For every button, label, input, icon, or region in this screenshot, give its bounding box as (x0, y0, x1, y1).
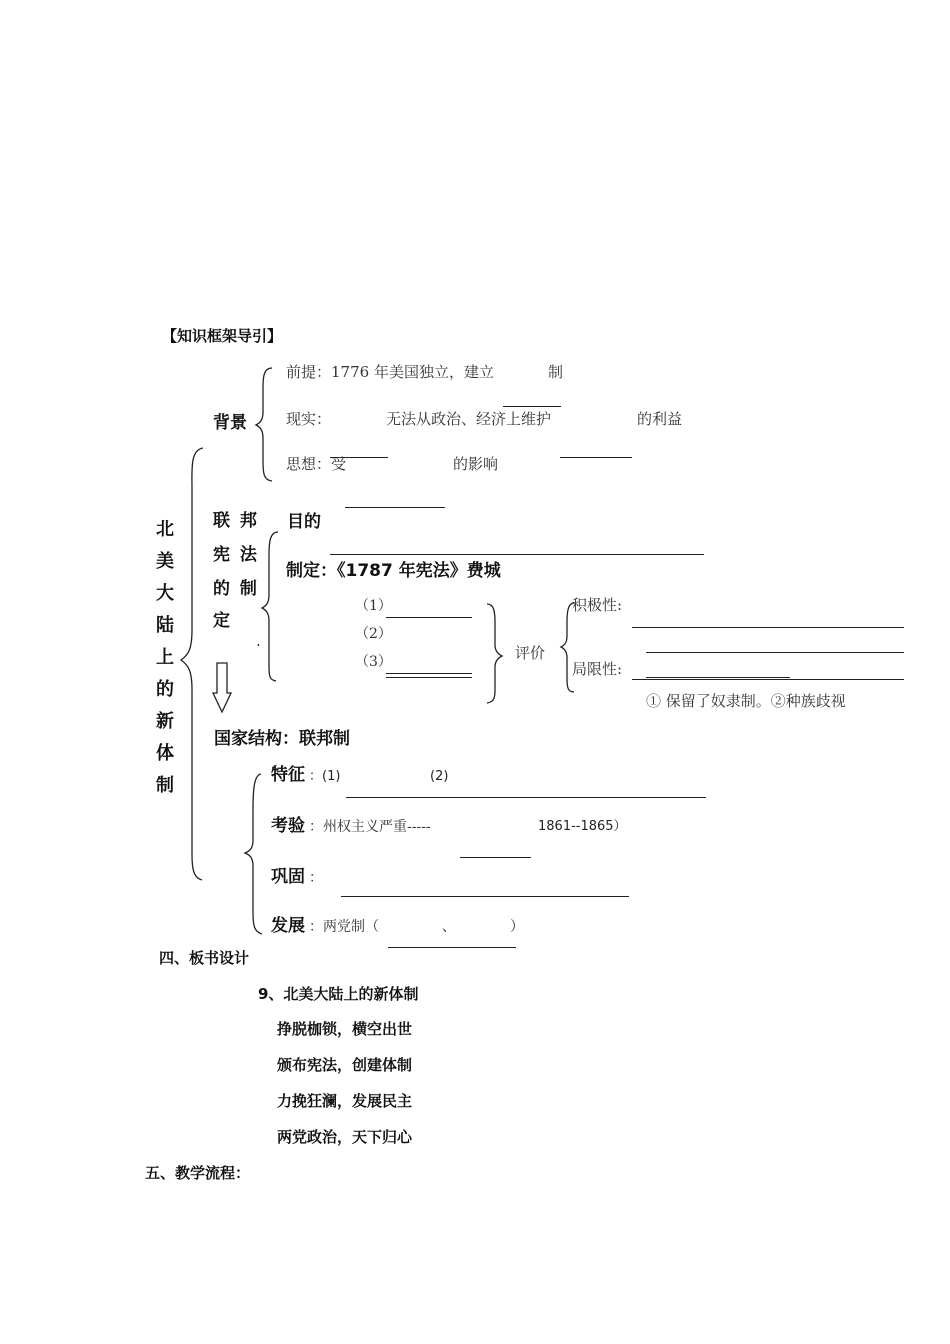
blank-line (460, 857, 531, 858)
develop-label: 发展 (271, 916, 305, 936)
background-label: 背景 (213, 413, 247, 433)
vertical-title-char: 制 (156, 775, 174, 796)
test-label: 考验 (271, 816, 305, 836)
develop-close: ） (510, 919, 524, 935)
reality-text: 现实： (286, 410, 332, 428)
blank-line (386, 677, 472, 678)
structure-title: 国家结构：联邦制 (214, 729, 350, 749)
positive-label: 积极性: (572, 596, 623, 614)
blank-line (632, 627, 904, 628)
background-brace (256, 368, 272, 481)
dot-mark: . (256, 632, 261, 650)
test-text: ：州权主义严重----- (309, 819, 431, 835)
feature-label: 特征 (271, 765, 305, 785)
evaluation-brace (561, 603, 574, 692)
structure-brace (245, 774, 262, 934)
vertical-title-char: 体 (156, 743, 174, 764)
constitution-label-row: 联 邦 (213, 511, 259, 531)
constitution-label-row: 的 制 (213, 579, 259, 599)
blank-line (386, 617, 472, 618)
premise-tail: 制 (548, 363, 564, 381)
blank-line (632, 679, 904, 680)
main-brace (181, 448, 203, 880)
item-3: （3） (355, 654, 392, 670)
thought-text: 思想：受 (286, 455, 347, 473)
section-4-subtitle: 9、北美大陆上的新体制 (258, 985, 419, 1003)
down-arrow-icon (213, 663, 231, 712)
limitation-label: 局限性: (572, 660, 623, 678)
reality-tail: 的利益 (637, 410, 683, 428)
goal-label: 目的 (287, 512, 321, 532)
section-4-title: 四、板书设计 (159, 949, 250, 967)
blank-line (388, 947, 516, 948)
blank-line (646, 677, 790, 678)
thought-tail: 的影响 (453, 455, 499, 473)
reality-mid: 无法从政治、经济上维护 (386, 410, 552, 428)
board-line: 挣脱枷锁，横空出世 (277, 1020, 413, 1038)
board-line: 两党政治，天下归心 (277, 1128, 413, 1146)
board-line: 力挽狂澜，发展民主 (277, 1092, 413, 1110)
blank-line (345, 507, 445, 508)
blank-line (341, 896, 629, 897)
blank-line (386, 673, 472, 674)
vertical-title-char: 美 (156, 551, 174, 572)
evaluation-label: 评价 (515, 644, 546, 662)
section-5-title: 五、教学流程： (145, 1164, 251, 1182)
constitution-label (213, 511, 269, 631)
vertical-title-char: 新 (156, 711, 174, 732)
blank-line (330, 554, 704, 555)
blank-line (503, 406, 561, 407)
vertical-title-char: 上 (156, 647, 174, 668)
blank-line (560, 457, 632, 458)
formulation-text: 制定：《1787 年宪法》费城 (286, 561, 501, 581)
section-header: 【知识框架导引】 (162, 327, 283, 345)
blank-line (646, 652, 904, 653)
item-2: （2） (355, 626, 392, 642)
items-brace (487, 604, 502, 703)
constitution-label-row: 定 (213, 611, 232, 631)
constitution-label-row: 宪 法 (213, 545, 259, 565)
board-line: 颁布宪法，创建体制 (277, 1056, 413, 1074)
limitation-note: ① 保留了奴隶制。②种族歧视 (646, 692, 846, 710)
consolidate-colon: ： (309, 870, 323, 886)
vertical-title-char: 的 (156, 679, 174, 700)
develop-separator: 、 (442, 919, 456, 935)
feature-item-1: ：(1) (309, 769, 341, 784)
premise-text: 前提：1776 年美国独立，建立 (286, 363, 494, 381)
vertical-title-char: 陆 (156, 615, 174, 636)
vertical-title-char: 北 (156, 519, 174, 540)
consolidate-label: 巩固 (271, 867, 305, 887)
blank-line (346, 797, 706, 798)
feature-item-2: (2) (430, 769, 449, 784)
vertical-title-char: 大 (156, 583, 174, 604)
develop-text: ：两党制（ (309, 919, 379, 935)
test-years: 1861--1865） (538, 819, 627, 834)
item-1: （1） (355, 598, 392, 614)
